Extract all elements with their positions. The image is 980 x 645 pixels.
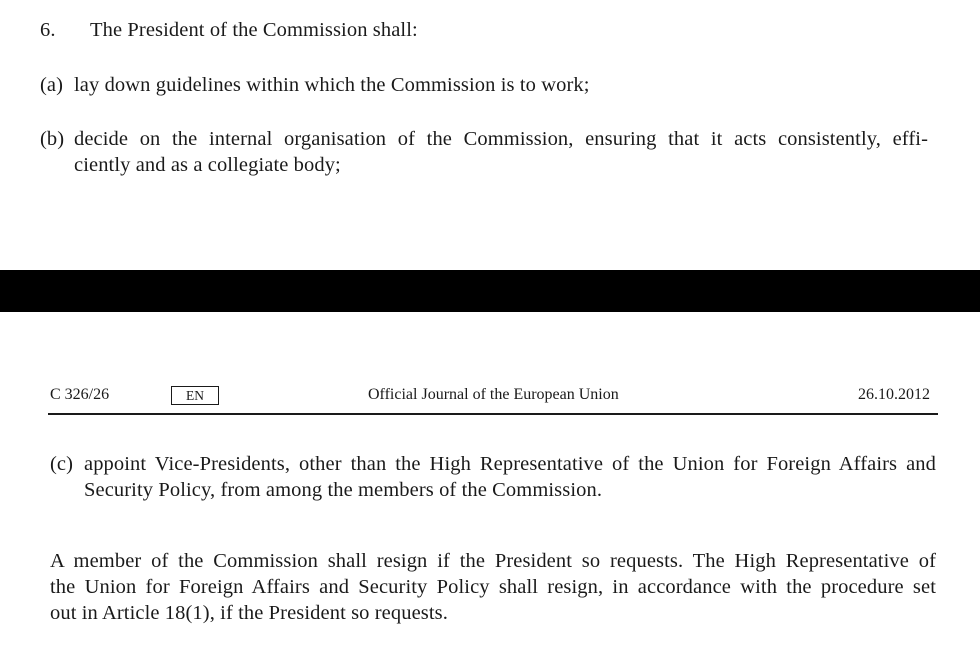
page-reference: C 326/26 — [50, 386, 110, 403]
page-separator-bar — [0, 270, 980, 312]
item-c-line-2: Security Policy, from among the members of the Commission. — [84, 479, 603, 501]
closing-paragraph-line-1: A member of the Commission shall resign if the President so requests. The High Representative of — [50, 550, 936, 572]
paragraph-number: 6. — [40, 19, 56, 41]
item-b-line-1: decide on the internal organisation of the Commission, ensuring that it acts consistently, effi- — [74, 128, 928, 150]
paragraph-heading: The President of the Commission shall: — [90, 19, 418, 41]
closing-paragraph-line-3: out in Article 18(1), if the President so requests. — [50, 602, 448, 624]
closing-paragraph-line-2: the Union for Foreign Affairs and Security Policy shall resign, in accordance with the procedure set — [50, 576, 936, 598]
item-b-line-2: ciently and as a collegiate body; — [74, 154, 341, 176]
item-b-marker: (b) — [40, 128, 65, 150]
item-c-marker: (c) — [50, 453, 74, 475]
journal-title: Official Journal of the European Union — [368, 386, 619, 403]
language-badge: EN — [171, 386, 219, 405]
item-c-line-1: appoint Vice-Presidents, other than the High Representative of the Union for Foreign Affairs and — [84, 453, 936, 475]
item-a-marker: (a) — [40, 74, 64, 96]
item-a-text: lay down guidelines within which the Commission is to work; — [74, 74, 590, 96]
publication-date: 26.10.2012 — [858, 386, 930, 403]
header-rule — [48, 413, 938, 415]
